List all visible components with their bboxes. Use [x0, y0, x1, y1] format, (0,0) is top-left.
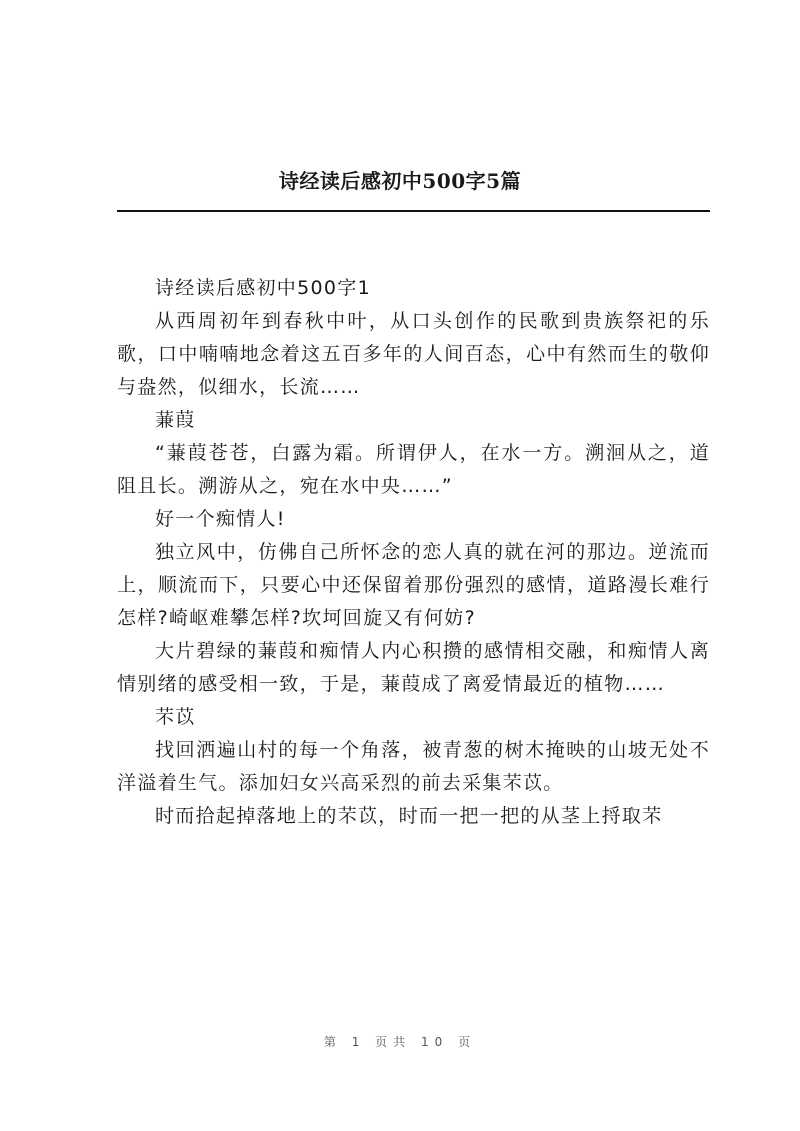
paragraph: 诗经读后感初中500字1 [155, 277, 371, 299]
title-divider [117, 210, 710, 212]
page-footer: 第 1 页共 10 页 [323, 1035, 477, 1049]
document-body [117, 272, 710, 833]
paragraph: 从西周初年到春秋中叶，从口头创作的民歌到贵族祭祀的乐歌，口中喃喃地念着这五百多年的人间百态，心中有然而生的敬仰与盎然，似细水，长流…… [117, 310, 710, 398]
paragraph: 芣苡 [155, 706, 196, 728]
paragraph: 时而拾起掉落地上的芣苡，时而一把一把的从茎上捋取芣 [155, 805, 663, 827]
paragraph: 蒹葭 [155, 409, 196, 431]
paragraph: 大片碧绿的蒹葭和痴情人内心积攒的感情相交融，和痴情人离情别绪的感受相一致，于是，蒹葭成了离爱情最近的植物…… [117, 640, 710, 695]
paragraph: 好一个痴情人! [155, 508, 286, 530]
paragraph: 独立风中，仿佛自己所怀念的恋人真的就在河的那边。逆流而上，顺流而下，只要心中还保留着那份强烈的感情，道路漫长难行怎样?崎岖难攀怎样?坎坷回旋又有何妨? [117, 541, 710, 629]
paragraph: 找回洒遍山村的每一个角落，被青葱的树木掩映的山坡无处不洋溢着生气。添加妇女兴高采烈的前去采集芣苡。 [117, 739, 710, 794]
document-title: 诗经读后感初中500字5篇 [278, 169, 522, 193]
paragraph: “蒹葭苍苍，白露为霜。所谓伊人，在水一方。溯洄从之，道阻且长。溯游从之，宛在水中央……” [117, 442, 710, 497]
